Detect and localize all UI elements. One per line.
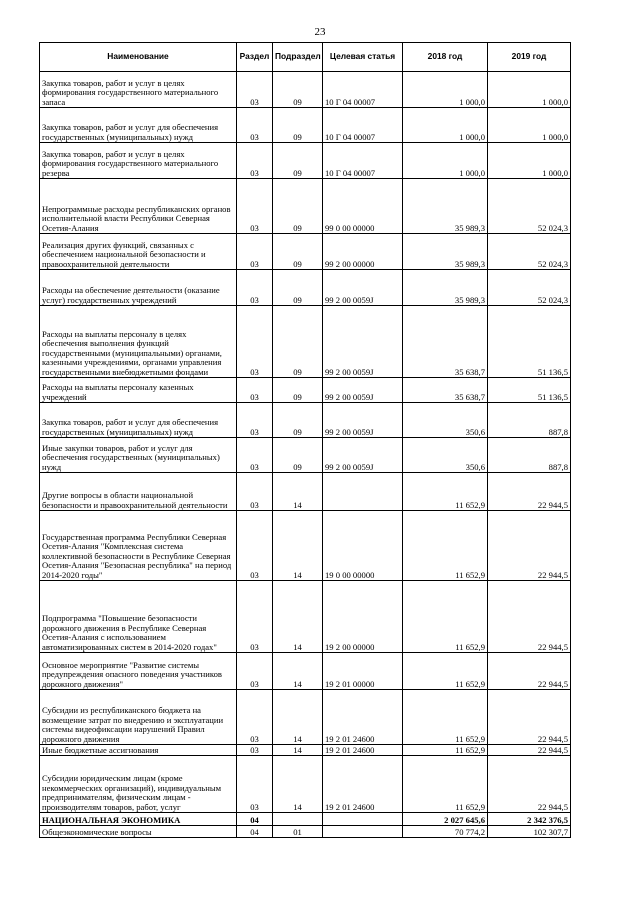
row-section: 03 — [237, 745, 273, 756]
row-2018: 2 027 645,6 — [403, 813, 488, 826]
row-name: Субсидии юридическим лицам (кроме некоммерческих организаций), индивидуальным предпринимателям, физическим лицам - производителям товаров, работ, услуг — [40, 756, 237, 813]
row-section: 03 — [237, 653, 273, 690]
row-section: 03 — [237, 234, 273, 270]
row-2019: 22 944,5 — [488, 745, 571, 756]
row-2018: 11 652,9 — [403, 653, 488, 690]
row-2019: 22 944,5 — [488, 756, 571, 813]
row-2018: 35 989,3 — [403, 270, 488, 306]
row-name: НАЦИОНАЛЬНАЯ ЭКОНОМИКА — [40, 813, 237, 826]
row-article: 99 2 00 0059J — [323, 438, 403, 473]
row-name: Закупка товаров, работ и услуг в целях формирования государственного материального резерва — [40, 143, 237, 179]
table-row — [40, 813, 571, 826]
header-section: Раздел — [237, 43, 273, 72]
row-name: Закупка товаров, работ и услуг для обеспечения государственных (муниципальных) нужд — [40, 108, 237, 143]
row-2019: 22 944,5 — [488, 653, 571, 690]
row-article: 99 2 00 00000 — [323, 234, 403, 270]
row-section: 03 — [237, 438, 273, 473]
row-article: 19 2 00 00000 — [323, 581, 403, 653]
row-article — [323, 473, 403, 511]
row-article: 19 2 01 24600 — [323, 756, 403, 813]
row-section: 04 — [237, 826, 273, 838]
row-2018: 35 638,7 — [403, 378, 488, 403]
row-subsection: 09 — [273, 438, 323, 473]
row-article: 99 2 00 0059J — [323, 378, 403, 403]
row-2018: 350,6 — [403, 403, 488, 438]
row-subsection: 09 — [273, 270, 323, 306]
row-2019: 51 136,5 — [488, 306, 571, 378]
row-section: 03 — [237, 581, 273, 653]
row-name: Основное мероприятие "Развитие системы предупреждения опасного поведения участников дорожного движения" — [40, 653, 237, 690]
row-subsection: 09 — [273, 306, 323, 378]
header-name: Наименование — [40, 43, 237, 72]
row-section: 03 — [237, 403, 273, 438]
row-section: 03 — [237, 378, 273, 403]
table-row — [40, 108, 571, 143]
table-row — [40, 143, 571, 179]
row-subsection: 14 — [273, 756, 323, 813]
table-row — [40, 438, 571, 473]
header-2019: 2019 год — [488, 43, 571, 72]
row-2019: 1 000,0 — [488, 143, 571, 179]
row-subsection: 09 — [273, 179, 323, 234]
row-2018: 70 774,2 — [403, 826, 488, 838]
row-subsection: 09 — [273, 378, 323, 403]
row-2019: 22 944,5 — [488, 581, 571, 653]
row-2019: 52 024,3 — [488, 179, 571, 234]
row-section: 03 — [237, 143, 273, 179]
row-section: 03 — [237, 473, 273, 511]
row-2019: 22 944,5 — [488, 473, 571, 511]
row-2018: 350,6 — [403, 438, 488, 473]
row-section: 03 — [237, 270, 273, 306]
row-section: 03 — [237, 690, 273, 745]
header-2018: 2018 год — [403, 43, 488, 72]
table-row — [40, 745, 571, 756]
row-section: 03 — [237, 511, 273, 581]
row-article: 19 2 01 24600 — [323, 690, 403, 745]
row-2018: 35 638,7 — [403, 306, 488, 378]
row-2019: 52 024,3 — [488, 234, 571, 270]
row-2019: 51 136,5 — [488, 378, 571, 403]
row-2019: 887,8 — [488, 403, 571, 438]
row-2018: 11 652,9 — [403, 511, 488, 581]
table-row — [40, 653, 571, 690]
row-subsection: 14 — [273, 653, 323, 690]
row-section: 03 — [237, 179, 273, 234]
row-name: Расходы на выплаты персоналу в целях обеспечения выполнения функций государственными (муниципальными) органами, казенными учреждениями, органами управления государственными внебюджетными фондами — [40, 306, 237, 378]
table-row — [40, 473, 571, 511]
row-section: 04 — [237, 813, 273, 826]
row-article — [323, 826, 403, 838]
row-2019: 22 944,5 — [488, 690, 571, 745]
row-name: Закупка товаров, работ и услуг для обеспечения государственных (муниципальных) нужд — [40, 403, 237, 438]
table-row — [40, 179, 571, 234]
row-2018: 11 652,9 — [403, 690, 488, 745]
row-2018: 35 989,3 — [403, 234, 488, 270]
row-2019: 52 024,3 — [488, 270, 571, 306]
row-name: Закупка товаров, работ и услуг в целях формирования государственного материального запаса — [40, 72, 237, 108]
row-section: 03 — [237, 306, 273, 378]
row-2018: 1 000,0 — [403, 143, 488, 179]
row-subsection: 09 — [273, 72, 323, 108]
row-subsection: 01 — [273, 826, 323, 838]
table-row — [40, 270, 571, 306]
row-section: 03 — [237, 72, 273, 108]
row-name: Иные закупки товаров, работ и услуг для обеспечения государственных (муниципальных) нужд — [40, 438, 237, 473]
row-2019: 1 000,0 — [488, 72, 571, 108]
header-article: Целевая статья — [323, 43, 403, 72]
row-2018: 35 989,3 — [403, 179, 488, 234]
row-2018: 1 000,0 — [403, 72, 488, 108]
table-row — [40, 378, 571, 403]
table-row — [40, 756, 571, 813]
row-subsection: 09 — [273, 403, 323, 438]
row-name: Подпрограмма "Повышение безопасности дорожного движения в Республике Северная Осетия-Алания с использованием автоматизированных систем в 2014-2020 годах" — [40, 581, 237, 653]
row-2019: 22 944,5 — [488, 511, 571, 581]
row-article: 99 2 00 0059J — [323, 403, 403, 438]
row-2018: 1 000,0 — [403, 108, 488, 143]
row-article — [323, 813, 403, 826]
row-subsection: 14 — [273, 511, 323, 581]
table-row — [40, 826, 571, 838]
header-subsection: Подраздел — [273, 43, 323, 72]
row-name: Государственная программа Республики Северная Осетия-Алания "Комплексная система коллективной безопасности в Республике Северная Осетия-Алания "Безопасная республика" на период 2014-2020 годы" — [40, 511, 237, 581]
row-subsection: 09 — [273, 143, 323, 179]
row-name: Непрограммные расходы республиканских органов исполнительной власти Республики Северная Осетия-Алания — [40, 179, 237, 234]
row-name: Общеэкономические вопросы — [40, 826, 237, 838]
row-article: 19 0 00 00000 — [323, 511, 403, 581]
row-name: Расходы на обеспечение деятельности (оказание услуг) государственных учреждений — [40, 270, 237, 306]
row-article: 10 Г 04 00007 — [323, 108, 403, 143]
row-article: 99 2 00 0059J — [323, 270, 403, 306]
table-row — [40, 581, 571, 653]
table-header-row — [40, 43, 571, 72]
row-2019: 102 307,7 — [488, 826, 571, 838]
table-row — [40, 72, 571, 108]
row-name: Расходы на выплаты персоналу казенных учреждений — [40, 378, 237, 403]
row-article: 99 2 00 0059J — [323, 306, 403, 378]
row-subsection: 09 — [273, 108, 323, 143]
row-2018: 11 652,9 — [403, 756, 488, 813]
row-2018: 11 652,9 — [403, 473, 488, 511]
row-article: 10 Г 04 00007 — [323, 72, 403, 108]
table-row — [40, 403, 571, 438]
row-name: Субсидии из республиканского бюджета на возмещение затрат по внедрению и эксплуатации системы видеофиксации нарушений Правил дорожного движения — [40, 690, 237, 745]
row-2019: 887,8 — [488, 438, 571, 473]
budget-table — [39, 42, 571, 838]
row-2018: 11 652,9 — [403, 581, 488, 653]
table-row — [40, 690, 571, 745]
row-2018: 11 652,9 — [403, 745, 488, 756]
row-2019: 1 000,0 — [488, 108, 571, 143]
row-name: Другие вопросы в области национальной безопасности и правоохранительной деятельности — [40, 473, 237, 511]
row-article: 10 Г 04 00007 — [323, 143, 403, 179]
row-section: 03 — [237, 108, 273, 143]
table-row — [40, 234, 571, 270]
row-article: 19 2 01 00000 — [323, 653, 403, 690]
page-number: 23 — [314, 26, 326, 38]
row-subsection — [273, 813, 323, 826]
row-article: 99 0 00 00000 — [323, 179, 403, 234]
row-section: 03 — [237, 756, 273, 813]
row-subsection: 09 — [273, 234, 323, 270]
row-subsection: 14 — [273, 690, 323, 745]
row-article: 19 2 01 24600 — [323, 745, 403, 756]
row-name: Реализация других функций, связанных с обеспечением национальной безопасности и правоохранительной деятельности — [40, 234, 237, 270]
row-2019: 2 342 376,5 — [488, 813, 571, 826]
table-row — [40, 511, 571, 581]
row-subsection: 14 — [273, 745, 323, 756]
row-subsection: 14 — [273, 473, 323, 511]
row-subsection: 14 — [273, 581, 323, 653]
row-name: Иные бюджетные ассигнования — [40, 745, 237, 756]
table-row — [40, 306, 571, 378]
